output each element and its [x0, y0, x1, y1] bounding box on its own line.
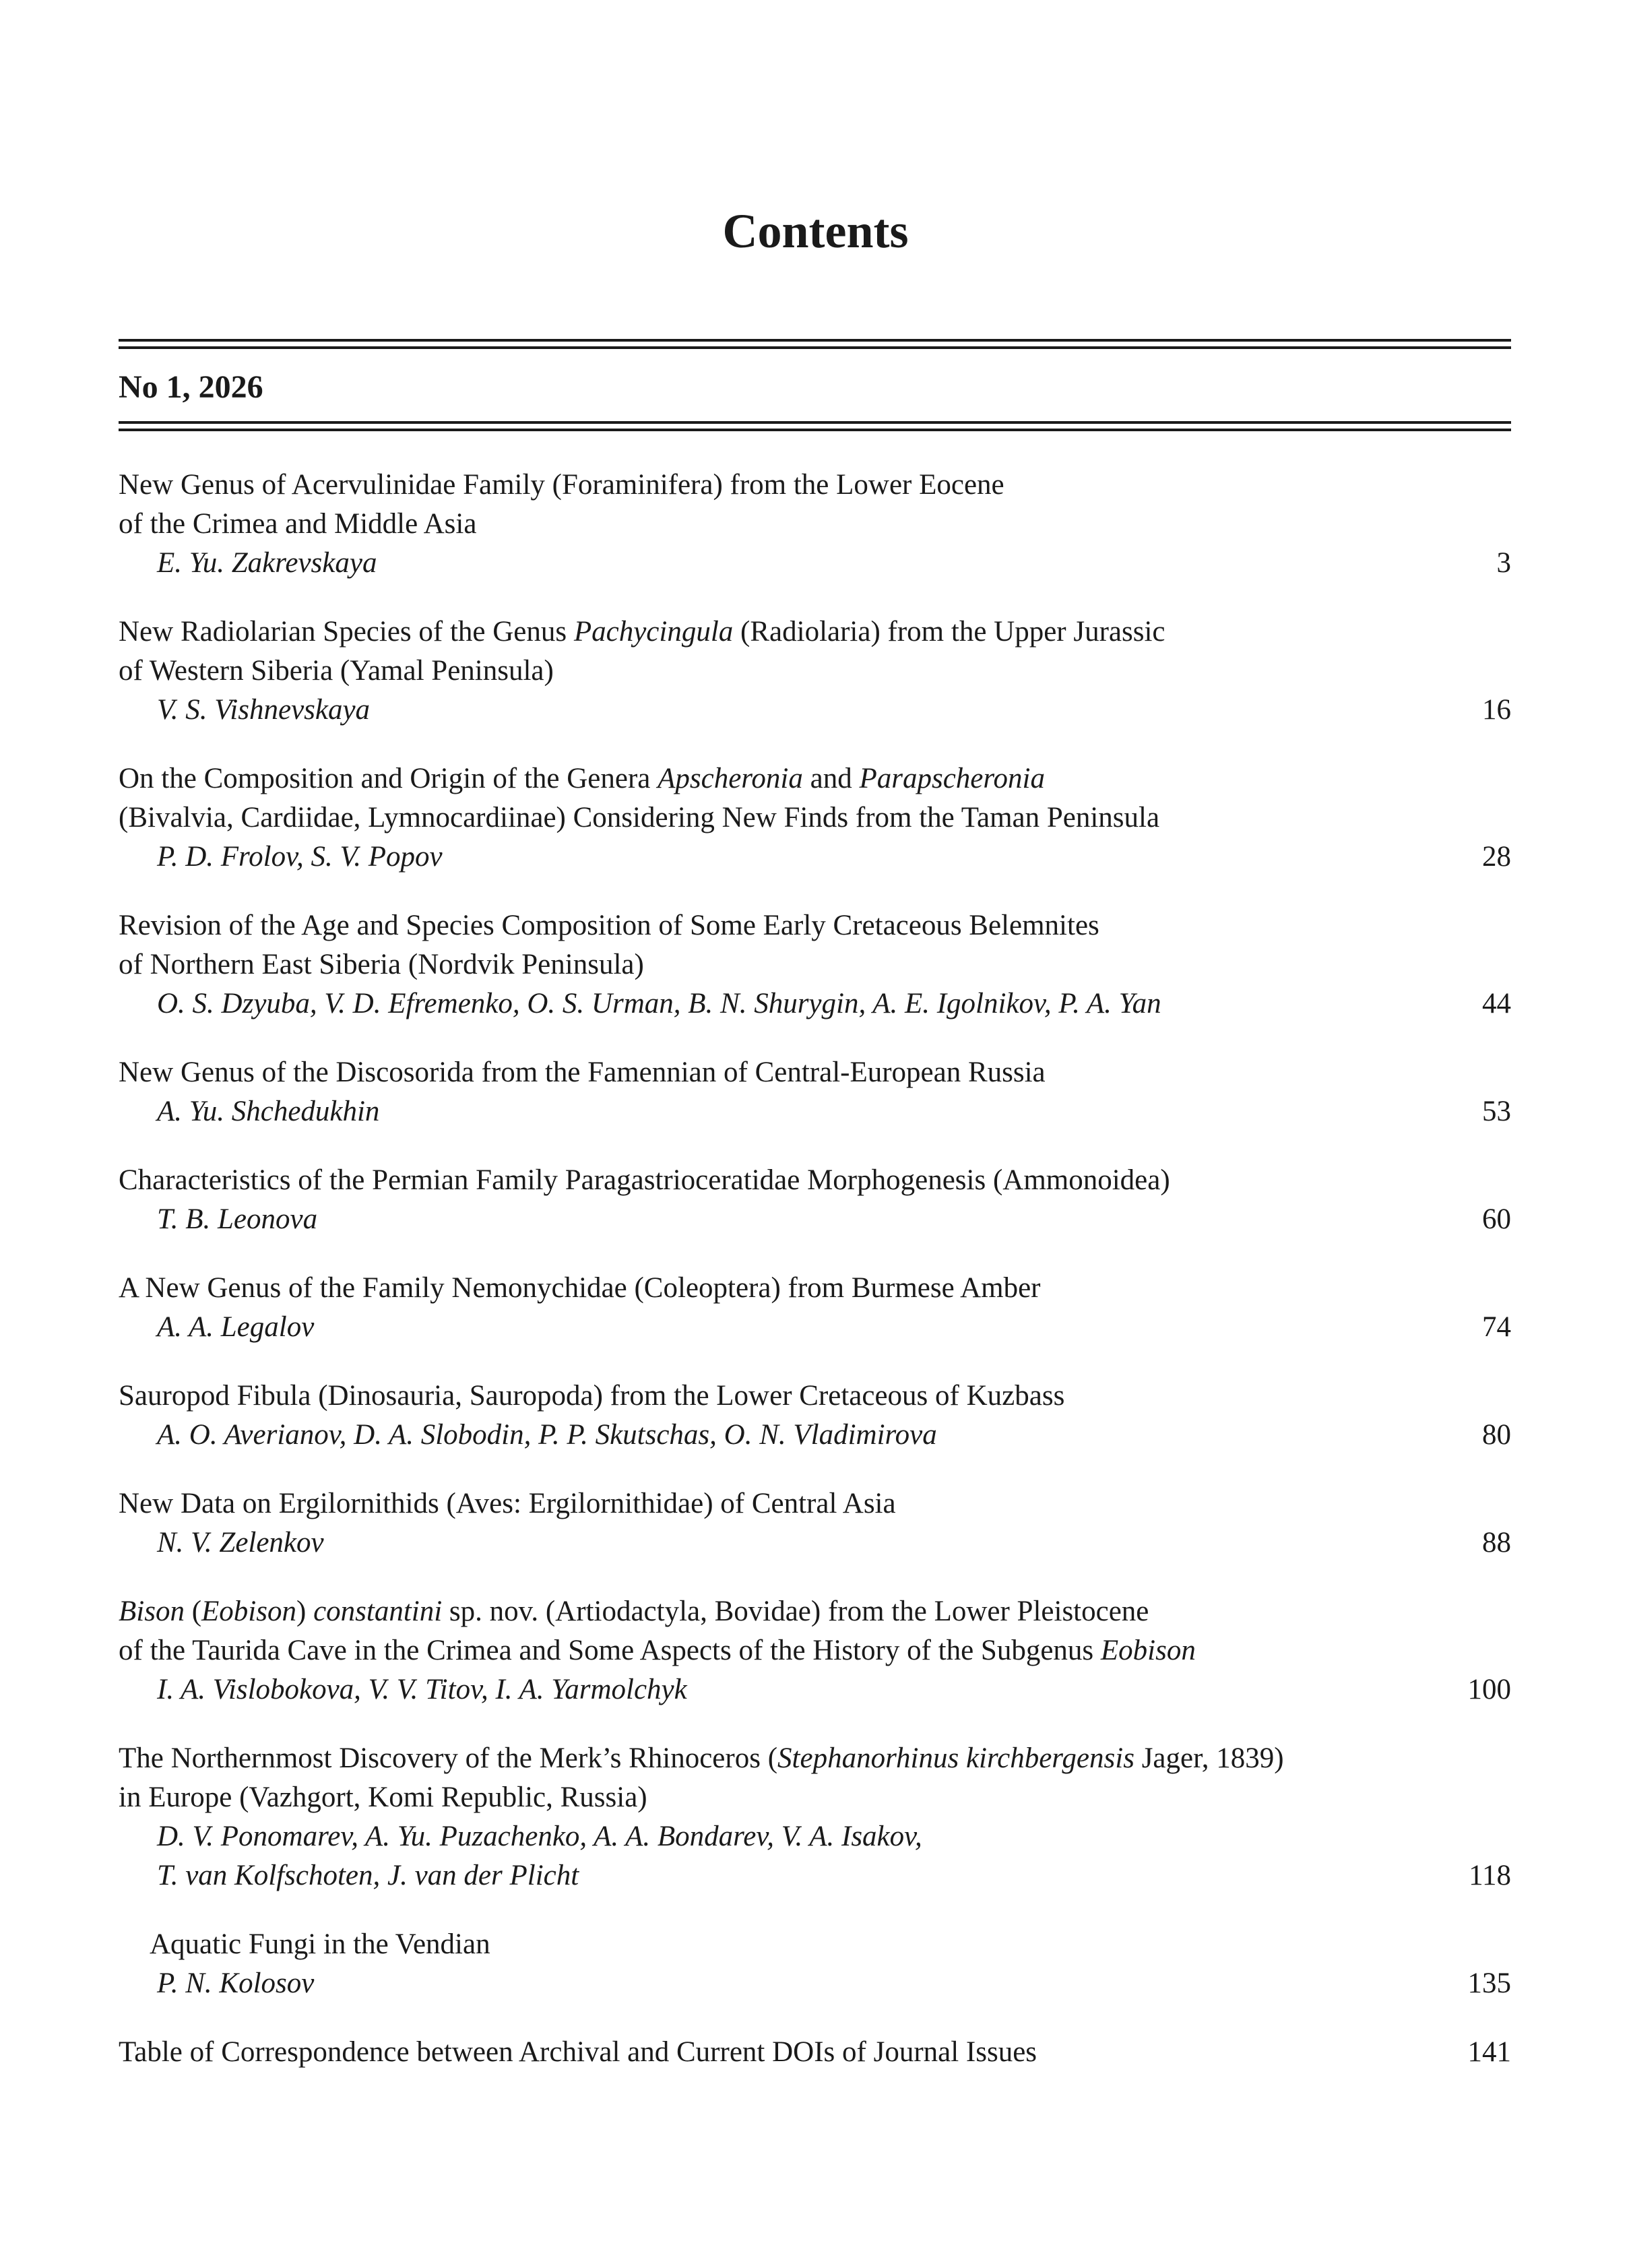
entry-title-line — [119, 759, 1511, 798]
taxon-name: Eobison — [1100, 1635, 1196, 1666]
taxon-name: Pachycingula — [573, 616, 734, 648]
entry-page-number: 141 — [1467, 2036, 1511, 2068]
entry-title-line — [119, 2033, 1511, 2072]
title-text: in Europe (Vazhgort, Komi Republic, Russia) — [119, 1782, 647, 1813]
contents-entry[interactable] — [119, 612, 1511, 730]
entry-page-number: 80 — [1482, 1419, 1511, 1451]
title-text: Jager, 1839) — [1134, 1742, 1284, 1774]
entry-title-line — [119, 612, 1511, 652]
entry-page-number: 53 — [1482, 1096, 1511, 1127]
title-text: Characteristics of the Permian Family Paragastrioceratidae Morphogenesis (Ammonoidea) — [119, 1164, 1170, 1196]
entry-authors: A. Yu. Shchedukhin — [157, 1096, 380, 1127]
title-text: sp. nov. (Artiodactyla, Bovidae) from the Lower Pleistocene — [442, 1596, 1149, 1627]
title-text: of the Crimea and Middle Asia — [119, 508, 477, 540]
taxon-name: constantini — [313, 1596, 443, 1627]
contents-entry[interactable] — [119, 1925, 1511, 2003]
contents-entry[interactable] — [119, 1269, 1511, 1347]
entry-page-number: 118 — [1469, 1860, 1511, 1891]
entry-page-number: 74 — [1482, 1311, 1511, 1343]
title-text: ) — [296, 1596, 314, 1627]
entry-page-number: 44 — [1482, 988, 1511, 1019]
entry-title-line — [119, 1484, 1511, 1523]
entry-title-line — [119, 945, 1511, 984]
entry-title-line — [119, 1739, 1511, 1778]
entry-title-line — [119, 1269, 1511, 1308]
title-text: New Data on Ergilornithids (Aves: Ergilornithidae) of Central Asia — [119, 1488, 896, 1519]
entry-page-number: 28 — [1482, 841, 1511, 873]
entry-title-line — [119, 505, 1511, 544]
title-text: Sauropod Fibula (Dinosauria, Sauropoda) from the Lower Cretaceous of Kuzbass — [119, 1380, 1065, 1412]
contents-list — [119, 466, 1511, 2102]
title-text: Table of Correspondence between Archival and Current DOIs of Journal Issues — [119, 2036, 1037, 2068]
title-text: On the Composition and Origin of the Genera — [119, 763, 658, 794]
entry-page-number: 3 — [1496, 547, 1511, 579]
entry-title-line — [119, 906, 1511, 945]
entry-title-line — [119, 466, 1511, 505]
page-title: Contents — [722, 204, 909, 258]
contents-entry[interactable] — [119, 759, 1511, 877]
title-text: of the Taurida Cave in the Crimea and Some Aspects of the History of the Subgenus — [119, 1635, 1101, 1666]
title-text: Revision of the Age and Species Composition of Some Early Cretaceous Belemnites — [119, 910, 1099, 941]
entry-authors: O. S. Dzyuba, V. D. Efremenko, O. S. Urman, B. N. Shurygin, A. E. Igolnikov, P. A. Yan — [157, 988, 1161, 1019]
entry-authors: D. V. Ponomarev, A. Yu. Puzachenko, A. A. Bondarev, V. A. Isakov, — [157, 1821, 922, 1852]
title-text: Aquatic Fungi in the Vendian — [150, 1928, 490, 1960]
taxon-name: Parapscheronia — [859, 763, 1045, 794]
entry-authors: T. van Kolfschoten, J. van der Plicht — [157, 1860, 579, 1891]
contents-entry[interactable] — [119, 906, 1511, 1023]
entry-title-line — [119, 1161, 1511, 1200]
entry-title-line — [119, 798, 1511, 838]
entry-title-line — [119, 1377, 1511, 1416]
issue-number: No 1, 2026 — [119, 369, 263, 405]
title-text: New Radiolarian Species of the Genus — [119, 616, 574, 648]
title-text: (Radiolaria) from the Upper Jurassic — [733, 616, 1165, 648]
entry-page-number: 135 — [1467, 1967, 1511, 1999]
contents-entry[interactable] — [119, 1739, 1511, 1895]
contents-entry[interactable] — [119, 1484, 1511, 1563]
entry-page-number: 100 — [1467, 1674, 1511, 1705]
contents-entry[interactable] — [119, 1377, 1511, 1455]
entry-authors: A. O. Averianov, D. A. Slobodin, P. P. Skutschas, O. N. Vladimirova — [157, 1419, 937, 1451]
title-text: New Genus of Acervulinidae Family (Foraminifera) from the Lower Eocene — [119, 469, 1004, 501]
title-text: ( — [184, 1596, 202, 1627]
entry-authors: E. Yu. Zakrevskaya — [157, 547, 377, 579]
entry-title-line — [119, 1778, 1511, 1817]
taxon-name: Stephanorhinus kirchbergensis — [777, 1742, 1134, 1774]
entry-authors: A. A. Legalov — [157, 1311, 315, 1343]
title-text: of Western Siberia (Yamal Peninsula) — [119, 655, 554, 687]
top-double-rule — [119, 339, 1511, 349]
entry-authors: V. S. Vishnevskaya — [157, 694, 371, 726]
taxon-name: Bison — [119, 1596, 185, 1627]
title-text: The Northernmost Discovery of the Merk’s Rhinoceros ( — [119, 1742, 778, 1774]
taxon-name: Apscheronia — [658, 763, 803, 794]
entry-authors: P. N. Kolosov — [157, 1967, 315, 1999]
contents-entry[interactable] — [119, 1161, 1511, 1239]
entry-authors: T. B. Leonova — [157, 1203, 318, 1235]
entry-title-line — [119, 1592, 1511, 1631]
entry-authors: I. A. Vislobokova, V. V. Titov, I. A. Yarmolchyk — [157, 1674, 687, 1705]
contents-entry[interactable] — [119, 1053, 1511, 1131]
entry-page-number: 60 — [1482, 1203, 1511, 1235]
title-text: and — [802, 763, 860, 794]
title-text: (Bivalvia, Cardiidae, Lymnocardiinae) Considering New Finds from the Taman Peninsula — [119, 802, 1160, 833]
entry-title-line — [119, 1925, 1511, 1964]
contents-entry[interactable] — [119, 1592, 1511, 1709]
title-text: A New Genus of the Family Nemonychidae (Coleoptera) from Burmese Amber — [119, 1272, 1041, 1304]
contents-entry[interactable] — [119, 2033, 1511, 2072]
bottom-double-rule — [119, 421, 1511, 431]
taxon-name: Eobison — [201, 1596, 296, 1627]
title-text: New Genus of the Discosorida from the Famennian of Central-European Russia — [119, 1057, 1046, 1088]
entry-title-line — [119, 652, 1511, 691]
contents-entry[interactable] — [119, 466, 1511, 583]
entry-page-number: 88 — [1482, 1527, 1511, 1558]
entry-page-number: 16 — [1482, 694, 1511, 726]
entry-title-line — [119, 1053, 1511, 1092]
entry-authors: P. D. Frolov, S. V. Popov — [157, 841, 443, 873]
title-text: of Northern East Siberia (Nordvik Peninsula) — [119, 949, 644, 980]
entry-authors: N. V. Zelenkov — [157, 1527, 324, 1558]
entry-title-line — [119, 1631, 1511, 1670]
